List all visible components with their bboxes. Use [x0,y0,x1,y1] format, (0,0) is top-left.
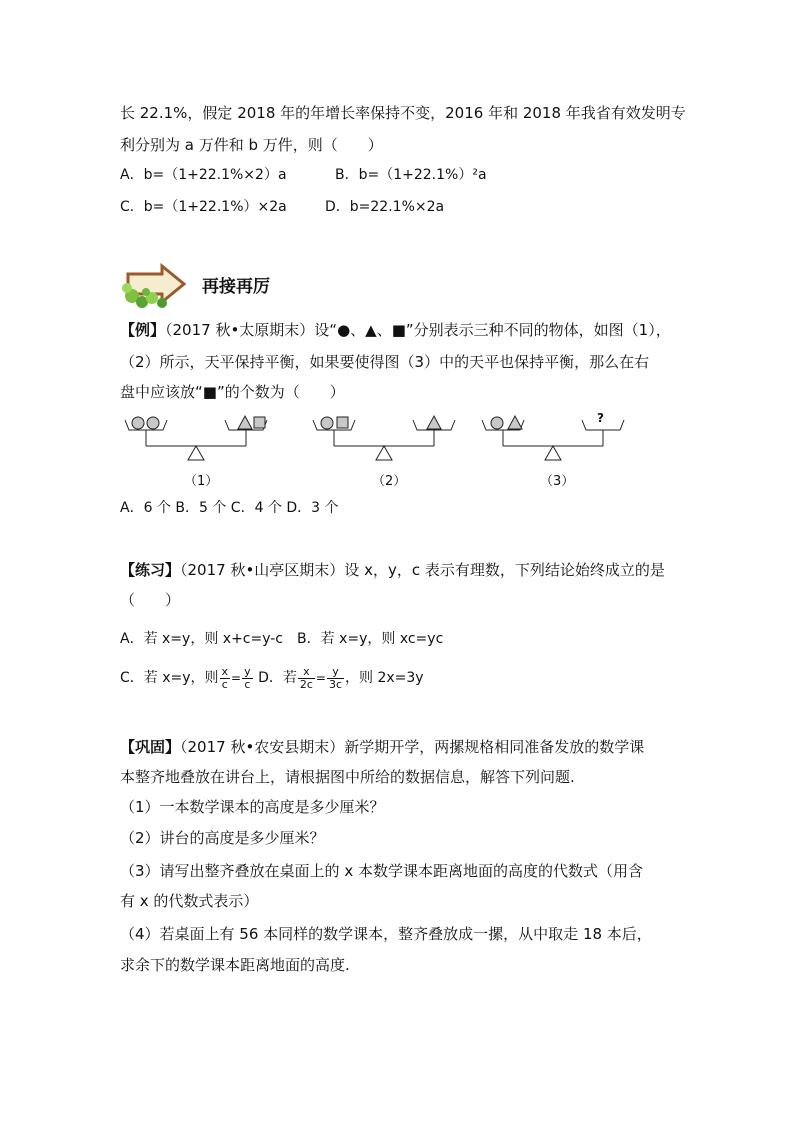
question-1: （1）一本数学课本的高度是多少厘米？ [120,798,385,816]
figure-label-3: （3） [540,474,575,489]
question-2: （2）讲台的高度是多少厘米？ [120,829,325,847]
fraction-y-over-c: $\frac{y}{c}$ [244,664,251,691]
fraction-y-over-3c: $\frac{y}{3c}$ [328,664,343,691]
example-line-3: 盘中应该放“■”的个数为（ ） [120,383,345,401]
example-line-2: （2）所示，天平保持平衡，如果要使得图（3）中的天平也保持平衡，那么在右 [120,353,650,371]
example-options: A．6 个 B．5 个 C．4 个 D．3 个 [120,500,339,516]
option-b: B．b=（1+22.1%）²a [335,167,487,183]
question-4-line-2: 求余下的数学课本距离地面的高度. [120,956,350,974]
practice-tag: 【练习】 [120,561,181,579]
practice-options-ab: A．若 x=y，则 x+c=y-c B．若 x=y，则 xc=yc [120,631,444,647]
example-tag: 【例】 [120,321,166,339]
balance-figure-1 [120,408,280,468]
consolidate-line-1-text: （2017 秋•农安县期末）新学期开学，两摞规格相同准备发放的数学课 [180,738,645,756]
option-a: A．b=（1+22.1%×2）a [120,167,287,183]
practice-line-1 [120,560,665,580]
figure-label-2: （2） [372,474,407,489]
question-mark: ? [597,411,604,425]
problem-line-1: 长 22.1%，假定 2018 年的年增长率保持不变，2016 年和 2018 年我省有效发明专 [120,104,686,122]
option-c: C．b=（1+22.1%）×2a [120,199,287,215]
practice-line-1-text: （2017 秋•山亭区期末）设 x，y，c 表示有理数，下列结论始终成立的是 [180,561,665,579]
figure-label-1: （1） [184,474,219,489]
fraction-x-over-c: $\frac{x}{c}$ [221,664,229,691]
example-line-1 [120,320,671,340]
balance-figure-2 [308,408,468,468]
option-d-prefix: D．若 [258,670,297,686]
consolidate-line-1 [120,737,644,757]
option-d: D．b=22.1%×2a [325,199,445,215]
consolidate-tag: 【巩固】 [120,738,181,756]
option-c-prefix: C．若 x=y，则 [120,670,219,686]
section-title: 再接再厉 [202,277,270,297]
fraction-x-over-2c: $\frac{x}{2c}$ [299,664,313,691]
practice-line-2: （ ） [120,591,181,609]
example-line-1-text: （2017 秋•太原期末）设“●、▲、■”分别表示三种不同的物体，如图（1）， [165,321,671,339]
problem-line-2: 利分别为 a 万件和 b 万件，则（ ） [120,136,383,154]
option-d-suffix: ，则 2x=3y [345,670,424,686]
question-3-line-2: 有 x 的代数式表示） [120,892,259,910]
balance-figure-3 [477,408,637,468]
arrow-clover-icon [118,262,190,310]
consolidate-line-2: 本整齐地叠放在讲台上，请根据图中所给的数据信息，解答下列问题. [120,768,575,786]
question-4-line-1: （4）若桌面上有 56 本同样的数学课本，整齐叠放成一摞，从中取走 18 本后， [120,925,652,943]
question-3-line-1: （3）请写出整齐叠放在桌面上的 x 本数学课本距离地面的高度的代数式（用含 [120,862,643,880]
practice-options-cd: C．若 x=y，则 $\frac{x}{c}$ = $\frac{y}{c}$ D．若 $\frac{x}{2c}$ = $\frac{y}{3c}$ ，则 2x=3y [120,664,424,691]
